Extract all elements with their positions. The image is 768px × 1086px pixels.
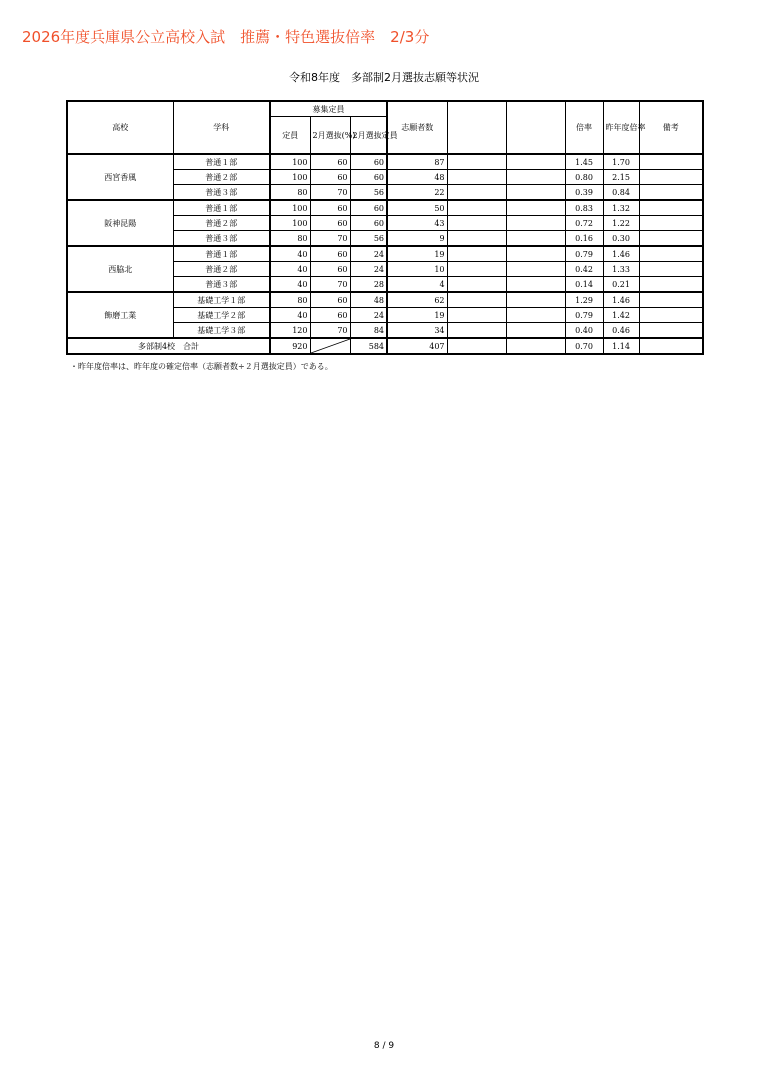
prev-rate-cell: 1.42 — [603, 308, 639, 323]
header-school: 高校 — [67, 101, 173, 154]
blank-cell — [447, 308, 506, 323]
blank-cell — [506, 308, 565, 323]
blank-cell — [447, 292, 506, 308]
teiin-cell: 100 — [270, 200, 310, 216]
teiin-cell: 120 — [270, 323, 310, 339]
blank-cell — [447, 262, 506, 277]
pct-cell: 60 — [310, 216, 350, 231]
sel-cell: 24 — [350, 246, 387, 262]
remarks-cell — [639, 170, 703, 185]
header-pct: 2月選抜(%) — [310, 117, 350, 155]
pct-cell: 70 — [310, 185, 350, 201]
applicants-cell: 87 — [387, 154, 447, 170]
dept-cell: 普通３部 — [173, 277, 270, 293]
blank-cell — [506, 292, 565, 308]
sel-cell: 24 — [350, 308, 387, 323]
rate-cell: 1.29 — [565, 292, 603, 308]
sel-cell: 60 — [350, 216, 387, 231]
total-rate: 0.70 — [565, 338, 603, 354]
pct-cell: 60 — [310, 308, 350, 323]
blank-cell — [447, 170, 506, 185]
applicants-cell: 62 — [387, 292, 447, 308]
page-number: 8 / 9 — [373, 1041, 395, 1051]
blank-cell — [447, 154, 506, 170]
header-prev-rate: 昨年度倍率 — [603, 101, 639, 154]
sel-cell: 24 — [350, 262, 387, 277]
remarks-cell — [639, 323, 703, 339]
page-banner: 2026年度兵庫県公立高校入試 推薦・特色選抜倍率 2/3分 — [22, 28, 430, 46]
teiin-cell: 100 — [270, 216, 310, 231]
table-row — [67, 246, 703, 262]
teiin-cell: 40 — [270, 246, 310, 262]
teiin-cell: 100 — [270, 154, 310, 170]
prev-rate-cell: 1.70 — [603, 154, 639, 170]
blank-cell — [447, 185, 506, 201]
applicants-cell: 22 — [387, 185, 447, 201]
rate-cell: 0.14 — [565, 277, 603, 293]
total-prev-rate: 1.14 — [603, 338, 639, 354]
header-remarks: 備考 — [639, 101, 703, 154]
blank-cell — [506, 277, 565, 293]
rate-cell: 0.83 — [565, 200, 603, 216]
remarks-cell — [639, 338, 703, 354]
prev-rate-cell: 1.33 — [603, 262, 639, 277]
total-pct-diagonal — [310, 338, 350, 354]
total-row — [67, 338, 703, 354]
school-name: 西脇北 — [67, 246, 173, 292]
prev-rate-cell: 1.32 — [603, 200, 639, 216]
dept-cell: 基礎工学３部 — [173, 323, 270, 339]
blank-cell — [506, 231, 565, 247]
remarks-cell — [639, 262, 703, 277]
header-dept: 学科 — [173, 101, 270, 154]
applicants-cell: 50 — [387, 200, 447, 216]
teiin-cell: 80 — [270, 185, 310, 201]
blank-cell — [447, 231, 506, 247]
sel-cell: 60 — [350, 154, 387, 170]
school-name: 阪神昆陽 — [67, 200, 173, 246]
rate-cell: 1.45 — [565, 154, 603, 170]
school-name: 西宮香風 — [67, 154, 173, 200]
dept-cell: 普通２部 — [173, 170, 270, 185]
table-body — [67, 154, 703, 354]
rate-cell: 0.79 — [565, 246, 603, 262]
dept-cell: 普通３部 — [173, 231, 270, 247]
prev-rate-cell: 0.84 — [603, 185, 639, 201]
pct-cell: 60 — [310, 200, 350, 216]
dept-cell: 普通２部 — [173, 216, 270, 231]
header-sel: 2月選抜定員 — [350, 117, 387, 155]
blank-cell — [506, 262, 565, 277]
teiin-cell: 40 — [270, 308, 310, 323]
remarks-cell — [639, 185, 703, 201]
prev-rate-cell: 0.30 — [603, 231, 639, 247]
total-applicants: 407 — [387, 338, 447, 354]
blank-cell — [447, 323, 506, 339]
dept-cell: 基礎工学１部 — [173, 292, 270, 308]
blank-cell — [506, 185, 565, 201]
sel-cell: 84 — [350, 323, 387, 339]
blank-cell — [506, 338, 565, 354]
pct-cell: 70 — [310, 231, 350, 247]
school-name: 飾磨工業 — [67, 292, 173, 338]
applicants-cell: 9 — [387, 231, 447, 247]
teiin-cell: 80 — [270, 292, 310, 308]
sel-cell: 60 — [350, 200, 387, 216]
prev-rate-cell: 0.21 — [603, 277, 639, 293]
teiin-cell: 100 — [270, 170, 310, 185]
applicants-cell: 48 — [387, 170, 447, 185]
blank-cell — [506, 154, 565, 170]
sel-cell: 56 — [350, 185, 387, 201]
table-row — [67, 200, 703, 216]
blank-cell — [506, 200, 565, 216]
sel-cell: 28 — [350, 277, 387, 293]
header-row-1 — [67, 101, 703, 117]
applicants-cell: 19 — [387, 308, 447, 323]
teiin-cell: 80 — [270, 231, 310, 247]
blank-cell — [447, 216, 506, 231]
total-label: 多部制4校 合計 — [67, 338, 270, 354]
applicants-cell: 34 — [387, 323, 447, 339]
remarks-cell — [639, 292, 703, 308]
diagonal-line — [311, 339, 350, 353]
remarks-cell — [639, 154, 703, 170]
pct-cell: 70 — [310, 323, 350, 339]
dept-cell: 基礎工学２部 — [173, 308, 270, 323]
blank-cell — [447, 338, 506, 354]
blank-cell — [447, 277, 506, 293]
prev-rate-cell: 1.22 — [603, 216, 639, 231]
header-boshu: 募集定員 — [270, 101, 387, 117]
teiin-cell: 40 — [270, 277, 310, 293]
applicants-cell: 43 — [387, 216, 447, 231]
total-teiin: 920 — [270, 338, 310, 354]
blank-cell — [506, 216, 565, 231]
rate-cell: 0.39 — [565, 185, 603, 201]
applicants-cell: 4 — [387, 277, 447, 293]
header-blank-2 — [506, 101, 565, 154]
remarks-cell — [639, 200, 703, 216]
footnote: ・昨年度倍率は、昨年度の確定倍率（志願者数÷２月選抜定員）である。 — [70, 362, 333, 371]
prev-rate-cell: 1.46 — [603, 246, 639, 262]
rate-cell: 0.40 — [565, 323, 603, 339]
prev-rate-cell: 1.46 — [603, 292, 639, 308]
table-row — [67, 292, 703, 308]
rate-cell: 0.16 — [565, 231, 603, 247]
prev-rate-cell: 0.46 — [603, 323, 639, 339]
sel-cell: 56 — [350, 231, 387, 247]
rate-cell: 0.80 — [565, 170, 603, 185]
sel-cell: 48 — [350, 292, 387, 308]
sel-cell: 60 — [350, 170, 387, 185]
page-title: 令和8年度 多部制2月選抜志願等状況 — [289, 71, 479, 84]
pct-cell: 60 — [310, 262, 350, 277]
dept-cell: 普通３部 — [173, 185, 270, 201]
remarks-cell — [639, 246, 703, 262]
table-row — [67, 154, 703, 170]
header-teiin: 定員 — [270, 117, 310, 155]
pct-cell: 70 — [310, 277, 350, 293]
blank-cell — [506, 246, 565, 262]
prev-rate-cell: 2.15 — [603, 170, 639, 185]
teiin-cell: 40 — [270, 262, 310, 277]
dept-cell: 普通１部 — [173, 200, 270, 216]
remarks-cell — [639, 277, 703, 293]
applicants-cell: 10 — [387, 262, 447, 277]
rate-cell: 0.42 — [565, 262, 603, 277]
dept-cell: 普通２部 — [173, 262, 270, 277]
pct-cell: 60 — [310, 170, 350, 185]
pct-cell: 60 — [310, 246, 350, 262]
applicants-cell: 19 — [387, 246, 447, 262]
header-applicants: 志願者数 — [387, 101, 447, 154]
header-blank-1 — [447, 101, 506, 154]
remarks-cell — [639, 231, 703, 247]
pct-cell: 60 — [310, 292, 350, 308]
rate-cell: 0.72 — [565, 216, 603, 231]
application-table — [66, 100, 704, 355]
remarks-cell — [639, 216, 703, 231]
blank-cell — [506, 170, 565, 185]
dept-cell: 普通１部 — [173, 246, 270, 262]
blank-cell — [447, 246, 506, 262]
blank-cell — [506, 323, 565, 339]
header-rate: 倍率 — [565, 101, 603, 154]
rate-cell: 0.79 — [565, 308, 603, 323]
total-sel: 584 — [350, 338, 387, 354]
pct-cell: 60 — [310, 154, 350, 170]
remarks-cell — [639, 308, 703, 323]
dept-cell: 普通１部 — [173, 154, 270, 170]
blank-cell — [447, 200, 506, 216]
